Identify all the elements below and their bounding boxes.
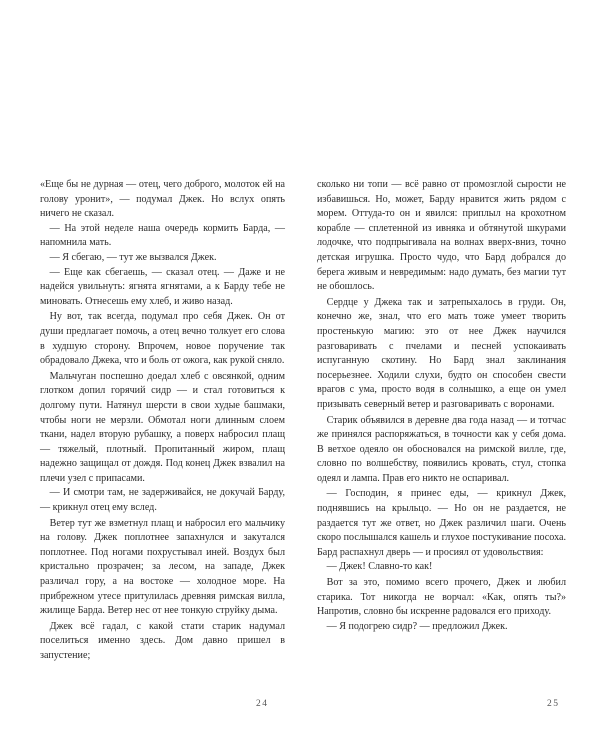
paragraph: — Я подогрею сидр? — предложил Джек. [326, 620, 508, 632]
page-number-right: 25 [547, 699, 560, 709]
paragraph: Мальчуган поспешно доедал хлеб с овсянкой, одним глотком допил горячий сидр — и стал готовиться к долгому пути. Натянул шерсти в свои худые башмаки, чтобы ноги не мерзли. Обмотал ноги длинным слоем ткани, надел вторую рубашку, а поверх набросил плащ — тяжелый, плотный. Пропитанный жиром, плащ надежно защищал от дождя. Под конец Джек взвалил на плечи узел с припасами. [40, 370, 285, 484]
paragraph: — И смотри там, не задерживайся, не докучай Барду, — крикнул отец ему вслед. [40, 487, 285, 514]
paragraph: Джек всё гадал, с какой стати старик надумал поселиться именно здесь. Дом давно пришел в запустение; [40, 620, 285, 661]
paragraph: Ну вот, так всегда, подумал про себя Джек. Он от души предлагает помочь, а отец вечно толкует его слова в худшую сторону. Впрочем, новое поручение так обрадовало Джека, что и боль от ожога, как рукой сняло. [40, 311, 285, 367]
paragraph: Ветер тут же взметнул плащ и набросил его мальчику на голову. Джек поплотнее запахнулся и закутался поплотнее. Под ногами похрустывал иней. Воздух был кристально прозрачен; за лесом, на западе, Джек различал гору, а на востоке — холодное море. На прибрежном утесе притулилась древняя римская вилла, жилище Барда. Ветер нес от нее тонкую струйку дыма. [40, 517, 285, 617]
paragraph: — Джек! Славно-то как! [326, 561, 433, 573]
paragraph: Вот за это, помимо всего прочего, Джек и любил старика. Тот никогда не ворчал: «Как, опять ты?» Напротив, словно бы искренне радовался его приходу. [317, 577, 566, 618]
left-page-text [40, 178, 285, 664]
paragraph: «Еще бы не дурная — отец, чего доброго, молоток ей на голову уронит», — подумал Джек. Но вслух опять ничего не сказал. [40, 179, 285, 220]
paragraph: — Еще как сбегаешь, — сказал отец. — Даже и не надейся увильнуть: ягнята ягнятами, а к Барду тебе не миновать. Отнесешь ему хлеб, и живо назад. [40, 266, 285, 307]
paragraph: — На этой неделе наша очередь кормить Барда, — напомнила мать. [40, 222, 285, 249]
right-page-text [317, 178, 566, 634]
paragraph: — Господин, я принес еды, — крикнул Джек, поднявшись на крыльцо. — Но он не раздается, не раздается тут же ответ, но Джек различил шаги. Очень скоро послышался кашель и глухое постукивание посоха. Бард распахнул дверь — и просиял от удовольствия: [317, 488, 566, 558]
paragraph: Старик объявился в деревне два года назад — и тотчас же принялся распоряжаться, в точности как у себя дома. В ветхое одеяло он обосновался на римской вилле, где, словно по волшебству, появились кровать, стул, стопка одеял и лампа. Прав его никто не оспаривал. [317, 414, 566, 484]
paragraph: Сердце у Джека так и затрепыхалось в груди. Он, конечно же, знал, что его мать тоже умеет творить простенькую магию: это от нее Джек научился разговаривать с пчелами и песней успокаивать испуганную скотину. Но Бард знал заклинания посерьезнее. Ходили слухи, будто он способен свести врагов с ума, просто водя в солнышко, а еще он умел призывать северный ветер и разговаривать с воронами. [317, 296, 566, 410]
page-number-left: 24 [256, 699, 269, 709]
paragraph: — Я сбегаю, — тут же вызвался Джек. [49, 251, 217, 263]
paragraph: сколько ни топи — всё равно от промозглой сырости не избавишься. Но, может, Барду нравится жить рядом с морем. Оттуда-то он и явился: приплыл на крохотном корабле — сплетенной из ивняка и обтянутой шкурами лодочке, что подпрыгивала на волнах вверх-вниз, точно детская игрушка. Просто чудо, что Бард добрался до берега живым и невредимым: надо думать, без магии тут не обошлось. [317, 179, 566, 293]
